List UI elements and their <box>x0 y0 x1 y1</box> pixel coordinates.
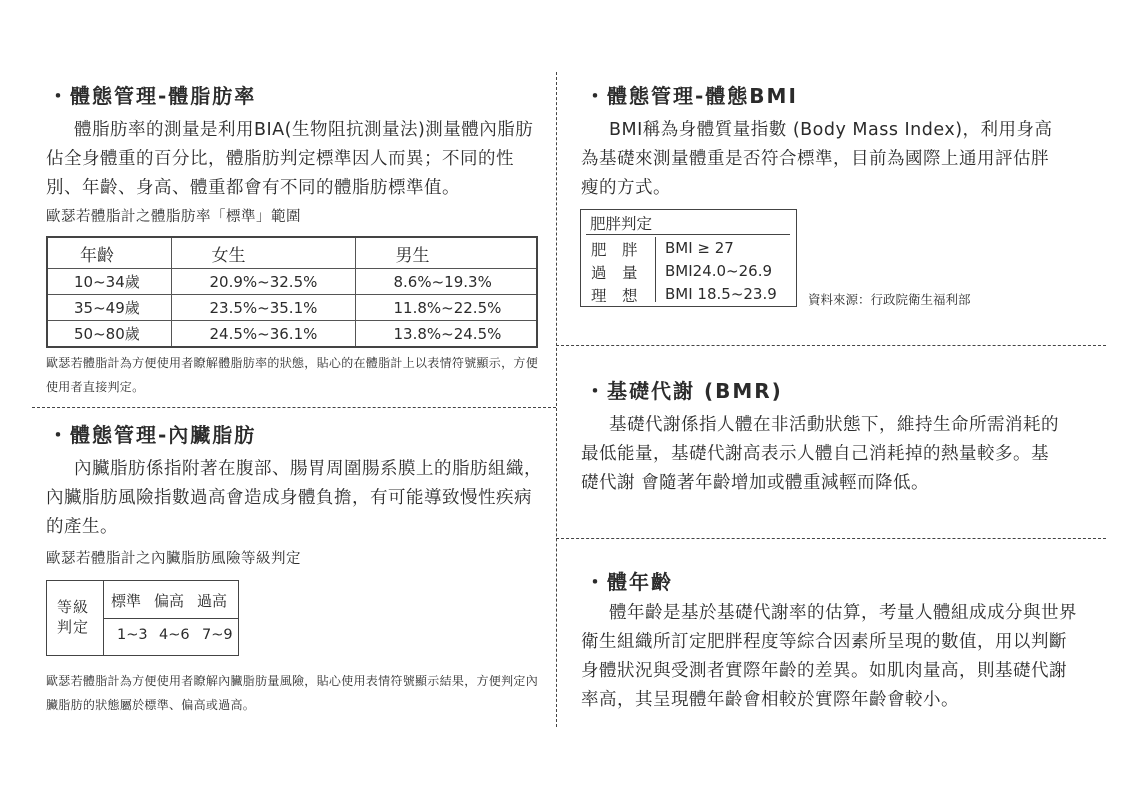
body-age-paragraph: 體年齡是基於基礎代謝率的估算，考量人體組成成分與世界衛生組織所訂定肥胖程度等綜合因素所呈現的數值，用以判斷身體狀況與受測者實際年齡的差異。如肌肉量高，則基礎代謝率高，其呈現體年齡會相較於實際年齡會較小。 <box>581 603 1077 710</box>
section-divider-right-1 <box>556 345 1106 346</box>
table-cell: 50~80歲 <box>47 321 171 348</box>
table-divider <box>586 234 790 235</box>
bmi-range: BMI ≥ 27 <box>665 239 734 257</box>
level-range: 4~6 <box>159 627 190 643</box>
column-header: 女生 <box>171 237 355 269</box>
table-cell: 35~49歲 <box>47 295 171 321</box>
table-cell: 20.9%~32.5% <box>171 269 355 295</box>
table-cell: 11.8%~22.5% <box>355 295 537 321</box>
table-row <box>47 269 537 295</box>
bmi-paragraph: BMI稱為身體質量指數 (Body Mass Index)，利用身高為基礎來測量體重是否符合標準，目前為國際上通用評估胖瘦的方式。 <box>581 120 1053 198</box>
table-cell: 23.5%~35.1% <box>171 295 355 321</box>
body-fat-table <box>46 236 538 348</box>
bmi-source: 資料來源：行政院衛生福利部 <box>808 292 971 307</box>
level-label: 過高 <box>197 592 228 610</box>
table-header-row <box>47 237 537 269</box>
visceral-row-label: 等級判定 <box>57 598 90 636</box>
section-divider-left <box>32 407 556 408</box>
table-row <box>47 295 537 321</box>
table-divider <box>655 237 656 302</box>
table-cell: 24.5%~36.1% <box>171 321 355 348</box>
level-label: 標準 <box>111 592 142 610</box>
level-range: 7~9 <box>202 627 233 643</box>
section-divider-right-2 <box>556 538 1106 539</box>
visceral-fat-paragraph: 內臟脂肪係指附著在腹部、腸胃周圍腸系膜上的脂肪組織，內臟脂肪風險指數過高會造成身體負擔，有可能導致慢性疾病的產生。 <box>46 459 542 537</box>
bmi-range: BMI24.0~26.9 <box>665 262 773 280</box>
level-range: 1~3 <box>117 627 148 643</box>
body-fat-heading: ・體態管理-體脂肪率 <box>48 84 257 108</box>
column-divider <box>556 72 557 727</box>
visceral-risk-table <box>46 580 239 656</box>
bmi-category: 理 想 <box>591 287 638 305</box>
table-cell: 8.6%~19.3% <box>355 269 537 295</box>
column-header: 男生 <box>355 237 537 269</box>
body-fat-note: 歐瑟若體脂計為方便使用者瞭解體脂肪率的狀態，貼心的在體脂計上以表情符號顯示，方便使用者直接判定。 <box>46 356 539 394</box>
bmi-range: BMI 18.5~23.9 <box>665 285 777 303</box>
body-fat-table-caption: 歐瑟若體脂計之體脂肪率「標準」範圍 <box>46 209 301 225</box>
bmi-table-title: 肥胖判定 <box>590 215 653 233</box>
level-label: 偏高 <box>154 592 185 610</box>
body-fat-paragraph: 體脂肪率的測量是利用BIA(生物阻抗測量法)測量體內脂肪佔全身體重的百分比，體脂肪判定標準因人而異；不同的性別、年齡、身高、體重都會有不同的體脂肪標準值。 <box>46 120 534 198</box>
table-divider <box>103 618 238 619</box>
visceral-note: 歐瑟若體脂計為方便使用者瞭解內臟脂肪量風險，貼心使用表情符號顯示結果，方便判定內臟脂肪的狀態屬於標準、偏高或過高。 <box>46 674 539 712</box>
bmr-heading: ・基礎代謝 (BMR) <box>585 379 783 403</box>
body-age-heading: ・體年齡 <box>585 570 673 594</box>
table-row <box>47 321 537 348</box>
visceral-fat-heading: ・體態管理-內臟脂肪 <box>48 423 257 447</box>
bmi-table <box>580 209 797 307</box>
bmr-paragraph: 基礎代謝係指人體在非活動狀態下，維持生命所需消耗的最低能量，基礎代謝高表示人體自己消耗掉的熱量較多。基礎代謝 會隨著年齡增加或體重減輕而降低。 <box>581 415 1059 493</box>
table-cell: 10~34歲 <box>47 269 171 295</box>
visceral-table-caption: 歐瑟若體脂計之內臟脂肪風險等級判定 <box>46 551 301 567</box>
bmi-category: 肥 胖 <box>591 241 638 259</box>
bmi-heading: ・體態管理-體態BMI <box>585 84 798 108</box>
bmi-category: 過 量 <box>591 264 638 282</box>
table-cell: 13.8%~24.5% <box>355 321 537 348</box>
column-header: 年齡 <box>47 237 171 269</box>
